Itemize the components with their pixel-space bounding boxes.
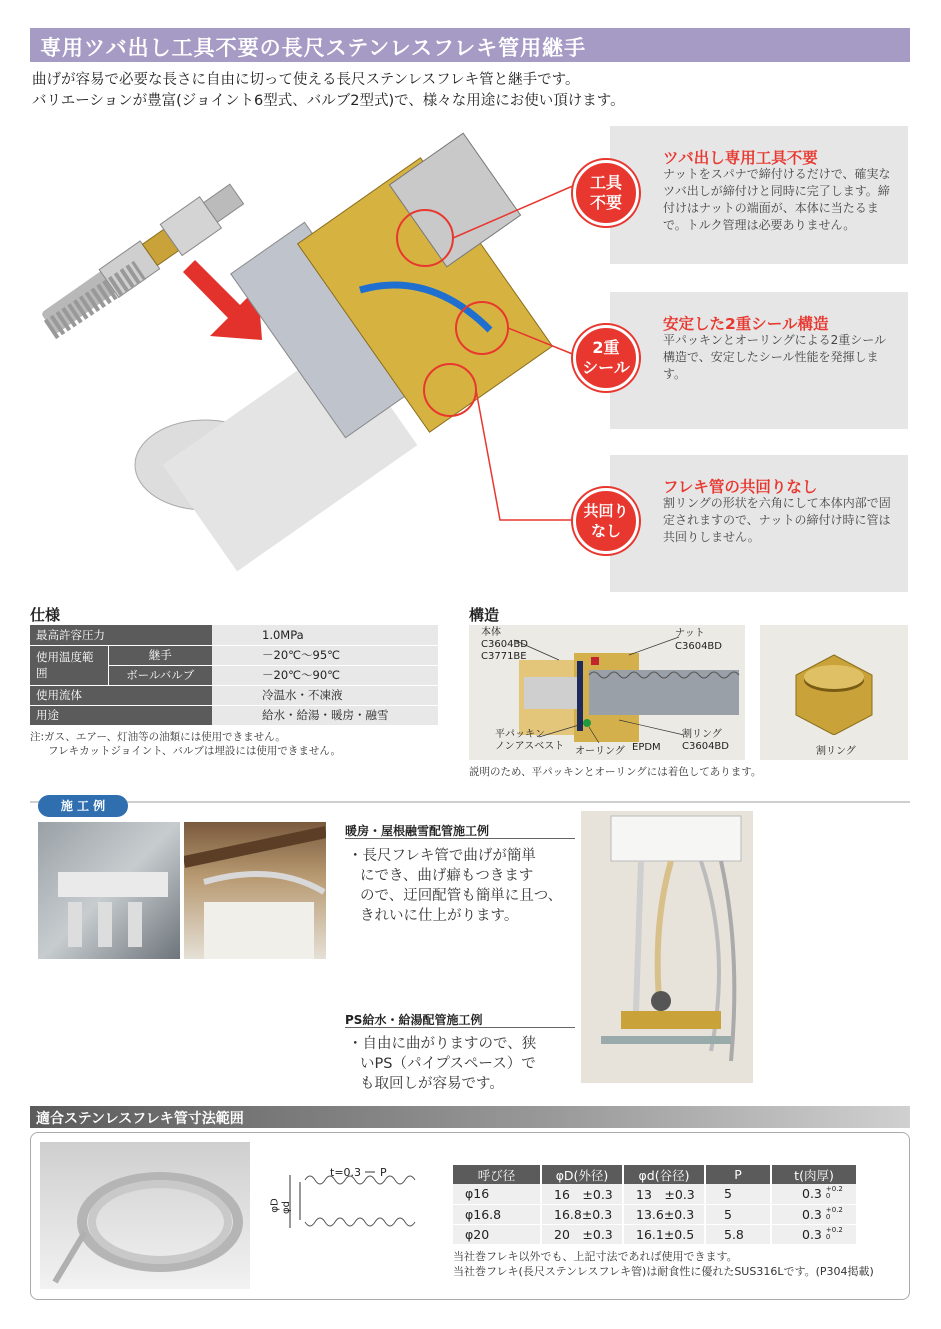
nut-label: ナット (675, 628, 705, 639)
feature-1-title: ツバ出し専用工具不要 (663, 149, 818, 167)
structure-caption: 説明のため、平パッキンとオーリングには着色してあります。 (469, 766, 762, 778)
spec-value-joint: －20℃～95℃ (212, 645, 438, 665)
ps-photo (581, 811, 753, 1083)
badge-no-tool: 工具 不要 (573, 160, 639, 226)
spec-label-use: 用途 (30, 705, 212, 725)
product-illustration (30, 120, 630, 590)
split-ring-label: 割リング (682, 729, 722, 740)
size-col-thickness: t(肉厚) (771, 1165, 857, 1184)
packing-sub: ノンアスベスト (495, 741, 565, 752)
lead-line-1: 曲げが容易で必要な長さに自由に切って使える長尺ステンレスフレキ管と継手です。 (32, 72, 580, 88)
examples-divider (30, 793, 910, 803)
table-row: φ16.8 16.8±0.3 13.6±0.3 5 0.3 $^{+0.2 0}$ (453, 1204, 857, 1224)
spec-note-2: フレキカットジョイント、バルブは埋設には使用できません。 (48, 745, 341, 757)
size-note-2: 当社巻フレキ(長尺ステンレスフレキ管)は耐食性に優れたSUS316Lです。(P304掲載) (453, 1265, 874, 1278)
structure-diagram (469, 625, 745, 760)
feature-no-tool (610, 126, 908, 264)
table-row: φ20 20 ±0.3 16.1±0.5 5.8 0.3 $^{+0.2 0}$ (453, 1224, 857, 1244)
example-1-title: 暖房・屋根融雪配管施工例 (345, 824, 490, 838)
feature-no-corotation (610, 455, 908, 592)
body-label: 本体 (481, 627, 501, 638)
example-2-text: ・自由に曲がりますので、狭 いPS（パイプスペース）で も取回しが容易です。 (348, 1036, 537, 1092)
size-heading: 適合ステンレスフレキ管寸法範囲 (36, 1111, 244, 1127)
spec-note-1: 注:ガス、エアー、灯油等の油類には使用できません。 (30, 731, 286, 743)
spec-label-pressure: 最高許容圧力 (30, 625, 212, 645)
oring-label: オーリング (575, 746, 625, 757)
body-code-1: C3604BD (481, 639, 528, 650)
spec-label-temp: 使用温度範囲 (30, 645, 108, 685)
size-table (453, 1165, 858, 1245)
badge-double-seal: 2重 シール (573, 325, 639, 391)
table-row: φ16 16 ±0.3 13 ±0.3 5 0.3 $^{+0.2 0}$ (453, 1184, 857, 1204)
feature-2-text: 平パッキンとオーリングによる2重シール構造で、安定したシール性能を発揮します。 (663, 333, 887, 381)
packing-label: 平パッキン (495, 729, 545, 740)
diagram-p: P (380, 1166, 387, 1179)
body-code-2: C3771BE (481, 651, 527, 662)
spec-value-use: 給水・給湯・暖房・融雪 (212, 705, 438, 725)
spec-sub-joint: 継手 (108, 645, 212, 665)
small-fitting-image (41, 178, 248, 334)
spec-value-pressure: 1.0MPa (212, 625, 438, 645)
example-1-rule (345, 838, 575, 839)
example-2-rule (345, 1027, 575, 1028)
spec-label-fluid: 使用流体 (30, 685, 212, 705)
examples-tag: 施 工 例 (38, 795, 128, 817)
size-col-pitch: P (705, 1165, 771, 1184)
coil-photo (40, 1142, 250, 1289)
diagram-t: t=0.3 (330, 1166, 362, 1179)
snowmelt-photo (184, 822, 326, 959)
structure-heading: 構造 (469, 606, 500, 624)
spec-heading: 仕様 (30, 606, 61, 624)
size-col-nominal: 呼び径 (453, 1165, 541, 1184)
split-ring-photo-caption: 割リング (816, 746, 856, 757)
size-note-1: 当社巻フレキ以外でも、上記寸法であれば使用できます。 (453, 1250, 738, 1263)
spec-value-fluid: 冷温水・不凍液 (212, 685, 438, 705)
badge-no-corotation: 共回り なし (573, 488, 639, 554)
split-ring-photo (760, 625, 908, 760)
diagram-d: φd (280, 1201, 292, 1214)
spec-value-valve: －20℃～90℃ (212, 665, 438, 685)
split-ring-code: C3604BD (682, 741, 729, 752)
oring-code: EPDM (632, 742, 661, 753)
feature-1-text: ナットをスパナで締付けるだけで、確実なツバ出しが締付けと同時に完了します。締付けはナットの端面が、本体に当たるまで。トルク管理は必要ありません。 (663, 167, 891, 232)
feature-3-text: 割リングの形状を六角にして本体内部で固定されますので、ナットの締付け時に管は共回りしません。 (663, 496, 891, 544)
page-title: 専用ツバ出し工具不要の長尺ステンレスフレキ管用継手 (30, 28, 910, 62)
example-2-title: PS給水・給湯配管施工例 (345, 1013, 483, 1027)
nut-code: C3604BD (675, 641, 722, 652)
feature-3-title: フレキ管の共回りなし (663, 478, 818, 496)
lead-line-2: バリエーションが豊富(ジョイント6型式、バルブ2型式)で、様々な用途にお使い頂けます。 (32, 93, 625, 109)
diagram-D: φD (269, 1198, 281, 1213)
feature-2-title: 安定した2重シール構造 (663, 315, 829, 333)
size-col-outer: φD(外径) (541, 1165, 623, 1184)
spec-sub-valve: ボールバルブ (108, 665, 212, 685)
example-1-text: ・長尺フレキ管で曲げが簡単 にでき、曲げ癖もつきます ので、迂回配管も簡単に且つ、 きれいに仕上がります。 (348, 848, 563, 924)
heating-photo (38, 822, 180, 959)
size-col-root: φd(谷径) (623, 1165, 705, 1184)
spec-table (30, 625, 438, 726)
feature-double-seal (610, 292, 908, 429)
size-header-bar (30, 1106, 910, 1128)
